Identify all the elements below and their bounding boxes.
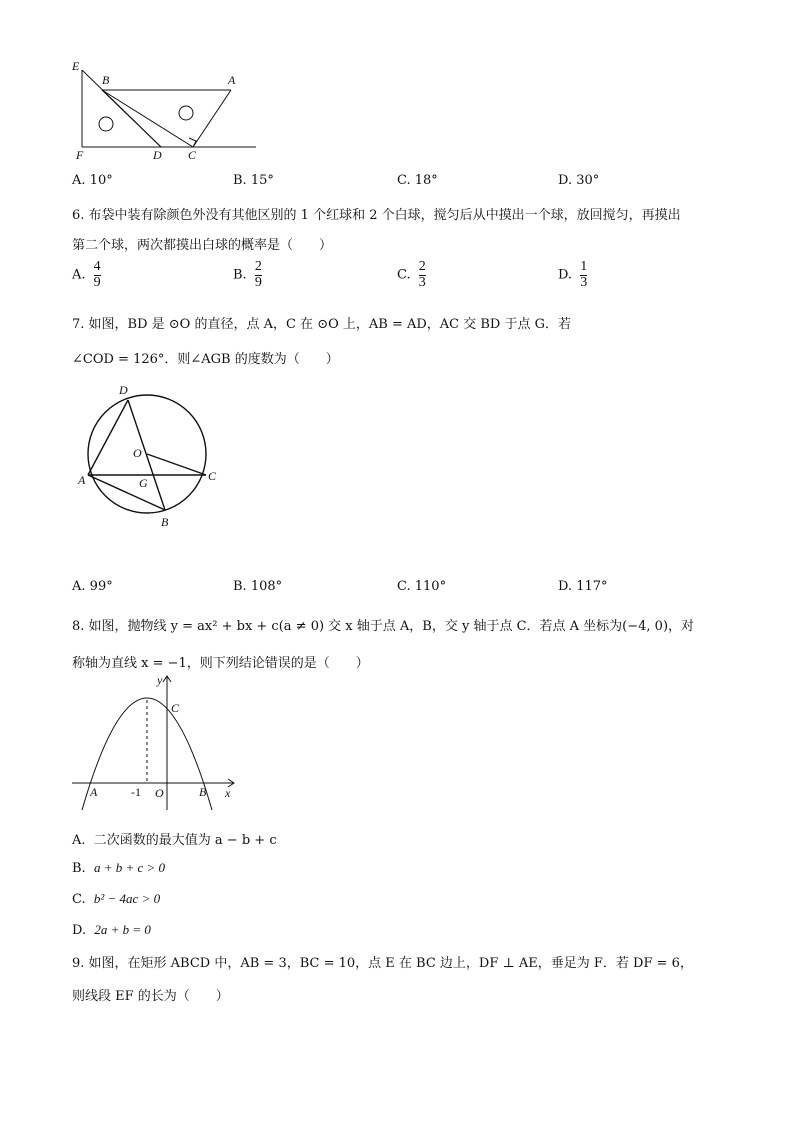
label-neg1: -1 [131, 785, 141, 799]
label-D: D [119, 383, 128, 397]
q8-option-d: D. 2a + b = 0 [72, 922, 151, 938]
label-A: A [90, 785, 98, 799]
label-C: C [208, 469, 217, 483]
label-C: C [188, 148, 197, 162]
label-B: B [102, 73, 110, 87]
q6-option-d: D. $\frac{1}{3}$ [558, 259, 588, 290]
label-A: A [78, 473, 86, 487]
q7-circle-figure [75, 380, 225, 530]
label-O: O [155, 786, 164, 800]
q8-option-a: A. 二次函数的最大值为 a − b + c [72, 833, 277, 848]
label-O: O [133, 446, 142, 460]
label-B: B [199, 785, 207, 799]
q7-option-a: A. 99° [72, 579, 113, 594]
label-C: C [171, 701, 180, 715]
q8-option-b: B. a + b + c > 0 [72, 860, 166, 876]
q8-stem-line2: 称轴为直线 x = −1，则下列结论错误的是（ ） [72, 656, 369, 671]
q6-option-a: A. $\frac{4}{9}$ [72, 259, 101, 290]
q8-stem-line1: 8. 如图，抛物线 y = ax² + bx + c(a ≠ 0) 交 x 轴于点 A，B，交 y 轴于点 C．若点 A 坐标为(−4, 0)，对 [72, 619, 695, 634]
label-E: E [72, 59, 80, 73]
q7-option-b: B. 108° [233, 579, 283, 594]
label-x: x [225, 786, 231, 800]
label-A: A [228, 73, 236, 87]
q5-triangle-figure [68, 58, 268, 166]
q5-option-a: A. 10° [72, 173, 113, 188]
q5-option-c: C. 18° [397, 173, 438, 188]
q6-option-b: B. $\frac{2}{9}$ [233, 259, 262, 290]
q7-option-d: D. 117° [558, 579, 608, 594]
q5-option-d: D. 30° [558, 173, 600, 188]
q7-stem-line1: 7. 如图，BD 是 ⊙O 的直径，点 A，C 在 ⊙O 上，AB = AD，AC 交 BD 于点 G．若 [72, 317, 572, 332]
q8-parabola-figure [68, 670, 248, 815]
q6-option-c: C. $\frac{2}{3}$ [397, 259, 426, 290]
q6-stem-line2: 第二个球，两次都摸出白球的概率是（ ） [72, 238, 333, 253]
q9-stem-line2: 则线段 EF 的长为（ ） [72, 989, 229, 1004]
q7-option-c: C. 110° [397, 579, 447, 594]
label-B: B [161, 515, 169, 529]
label-y: y [157, 673, 163, 687]
q9-stem-line1: 9. 如图，在矩形 ABCD 中，AB = 3，BC = 10，点 E 在 BC 边上，DF ⊥ AE，垂足为 F．若 DF = 6， [72, 956, 693, 971]
label-G: G [139, 476, 148, 490]
q7-stem-line2: ∠COD = 126°．则∠AGB 的度数为（ ） [72, 352, 339, 367]
q6-stem-line1: 6. 布袋中装有除颜色外没有其他区别的 1 个红球和 2 个白球，搅匀后从中摸出一个球，放回搅匀，再摸出 [72, 208, 681, 223]
q8-option-c: C. b² − 4ac > 0 [72, 891, 161, 907]
q5-option-b: B. 15° [233, 173, 274, 188]
label-F: F [76, 148, 84, 162]
label-D: D [153, 148, 162, 162]
